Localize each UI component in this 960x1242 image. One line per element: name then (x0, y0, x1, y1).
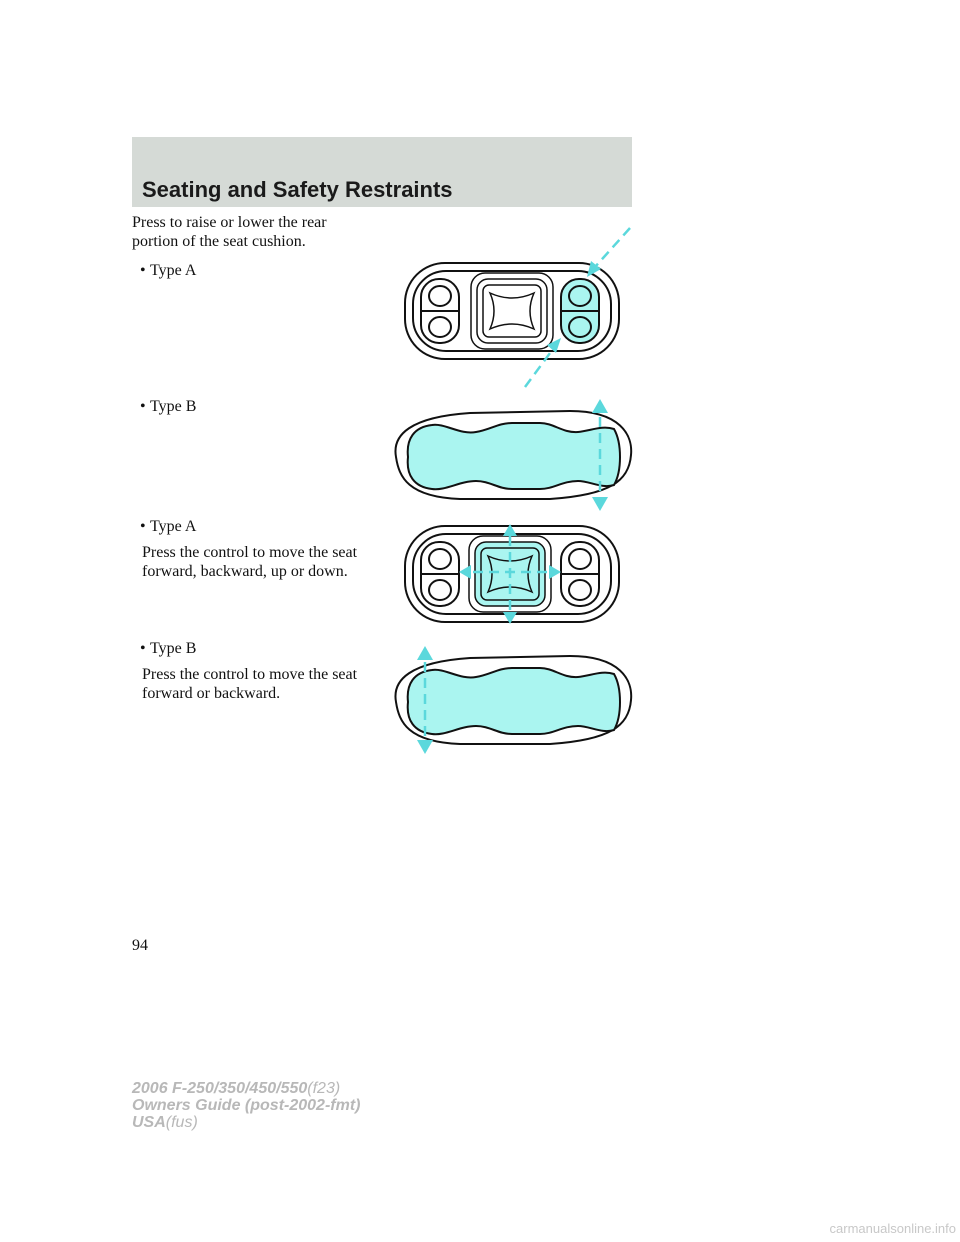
bullet-icon: • (140, 640, 146, 657)
bullet-icon: • (140, 518, 146, 535)
watermark-text: carmanualsonline.info (829, 1221, 956, 1236)
desc-line-1: Press the control to move the seat (142, 666, 358, 683)
footer-guide: Owners Guide (post-2002-fmt) (132, 1097, 361, 1114)
intro-line-1: Press to raise or lower the rear (132, 214, 327, 231)
page-number: 94 (132, 937, 148, 954)
desc-line-2: forward or backward. (142, 685, 281, 702)
intro-text (132, 213, 327, 251)
item-description-type-b (142, 665, 357, 703)
item-label: Type A (150, 262, 197, 279)
figure-type-b-fore-aft (390, 640, 640, 760)
section-title: Seating and Safety Restraints (142, 177, 453, 202)
intro-line-2: portion of the seat cushion. (132, 233, 306, 250)
item-label: Type B (150, 398, 197, 415)
bullet-icon: • (140, 398, 146, 415)
figure-type-b-rear-tilt (390, 395, 640, 515)
footer-model-code: (f23) (307, 1080, 341, 1097)
footer-model: 2006 F-250/350/450/550 (132, 1080, 308, 1097)
footer-doc-info (132, 1080, 360, 1131)
footer-market: USA (132, 1114, 166, 1131)
section-header-band (132, 137, 632, 207)
figure-type-a-fore-aft-up-down (395, 520, 640, 630)
item-label: Type A (150, 518, 197, 535)
item-label: Type B (150, 640, 197, 657)
bullet-icon: • (140, 262, 146, 279)
item-description-type-a (142, 543, 357, 581)
desc-line-2: forward, backward, up or down. (142, 563, 348, 580)
figure-type-a-rear-tilt (395, 225, 640, 395)
footer-market-code: (fus) (165, 1114, 198, 1131)
desc-line-1: Press the control to move the seat (142, 544, 358, 561)
